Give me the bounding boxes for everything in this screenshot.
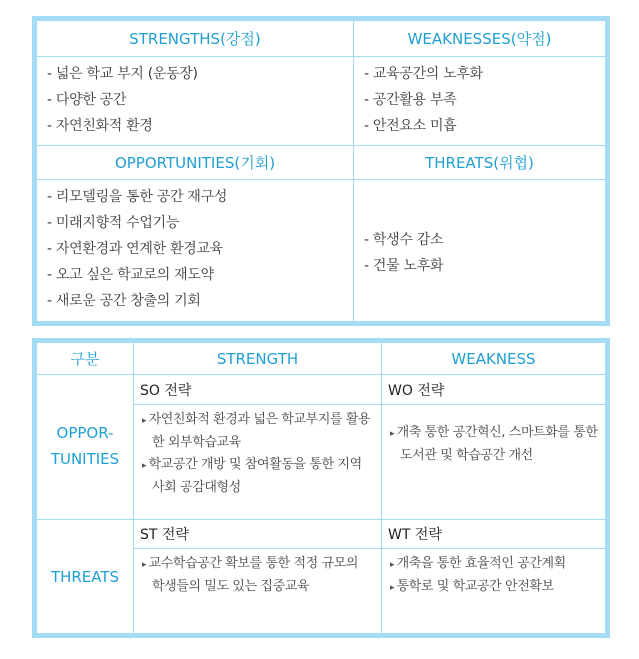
list-item: - 안전요소 미흡 (364, 118, 457, 134)
wo-strategy-title: WO 전략 (388, 383, 445, 399)
list-item: ▸ 교수학습공간 확보를 통한 적정 규모의 학생들의 밀도 있는 집중교육 (134, 553, 372, 598)
matrix-subdivider (134, 404, 605, 405)
row-label-threats (37, 520, 133, 633)
list-item: ▸ 학교공간 개방 및 참여활동을 통한 지역사회 공감대형성 (134, 454, 372, 499)
weaknesses-list (354, 61, 605, 139)
list-item: - 교육공간의 노후화 (364, 66, 483, 82)
row-label-line: THREATS (50, 567, 120, 586)
row-label-opportunities (37, 376, 133, 516)
matrix-header-category: 구분 (37, 343, 133, 375)
so-strategy-title: SO 전략 (140, 383, 192, 399)
swot-table (32, 16, 610, 326)
list-item: - 공간활용 부족 (364, 92, 457, 108)
list-item: ▸ 개축을 통한 효율적인 공간계획 (382, 553, 598, 576)
st-strategy-title: ST 전략 (140, 527, 189, 543)
weaknesses-heading: WEAKNESSES(약점) (354, 21, 605, 57)
threats-heading: THREATS(위협) (354, 146, 605, 180)
row-label-line: TUNITIES (50, 450, 120, 468)
list-item: - 건물 노후화 (364, 258, 444, 274)
list-item: - 학생수 감소 (364, 232, 444, 248)
list-item: - 리모델링을 통한 공간 재구성 (47, 189, 228, 205)
strengths-heading: STRENGTHS(강점) (37, 21, 353, 57)
threats-list (354, 227, 605, 279)
matrix-subdivider (134, 548, 605, 549)
list-item: - 자연친화적 환경 (47, 118, 153, 134)
row-label-line: OPPOR- (56, 424, 114, 442)
list-item: ▸ 개축 통한 공간혁신, 스마트화를 통한 도서관 및 학습공간 개선 (382, 422, 598, 467)
wt-strategy-list (382, 553, 598, 599)
opportunities-heading: OPPORTUNITIES(기회) (37, 146, 353, 180)
wo-strategy-list (382, 422, 598, 467)
list-item: - 넓은 학교 부지 (운동장) (47, 66, 198, 82)
matrix-header-strength: STRENGTH (134, 343, 381, 375)
list-item: - 다양한 공간 (47, 92, 127, 108)
so-strategy-list (134, 409, 372, 499)
list-item: - 새로운 공간 창출의 기회 (47, 293, 201, 309)
opportunities-list (37, 184, 353, 314)
matrix-header-weakness: WEAKNESS (382, 343, 605, 375)
list-item: - 오고 싶은 학교로의 재도약 (47, 267, 214, 283)
list-item: ▸ 자연친화적 환경과 넓은 학교부지를 활용한 외부학습교육 (134, 409, 372, 454)
list-item: - 미래지향적 수업기능 (47, 215, 180, 231)
list-item: - 자연환경과 연계한 환경교육 (47, 241, 223, 257)
wt-strategy-title: WT 전략 (388, 527, 442, 543)
list-item: ▸ 통학로 및 학교공간 안전확보 (382, 576, 598, 599)
strengths-list (37, 61, 353, 139)
strategy-matrix (32, 338, 610, 638)
st-strategy-list (134, 553, 372, 598)
